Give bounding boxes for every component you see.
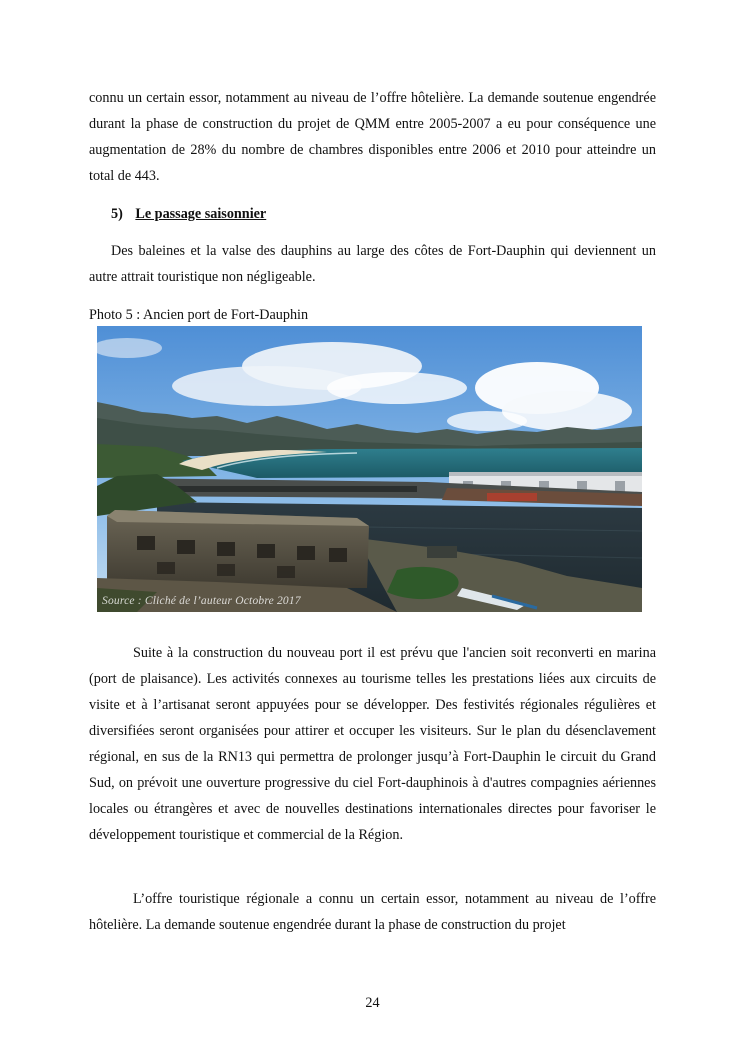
paragraph-tourism-offer: L’offre touristique régionale a connu un certain essor, notamment au niveau de l’offre hôtelière. La demande soutenue engendrée durant la phase de construction du projet: [89, 891, 656, 933]
port-photo-illustration: [97, 326, 642, 612]
paragraph-hotel-offer: connu un certain essor, notamment au niveau de l’offre hôtelière. La demande soutenue engendrée durant la phase de construction du projet de QMM entre 2005-2007 a eu pour conséquence une augmentation de 28% du nombre de chambres disponibles entre 2006 et 2010 pour atteindre un total de 443.: [89, 90, 656, 184]
page-number: 24: [365, 995, 380, 1011]
photo-caption: Photo 5 : Ancien port de Fort-Dauphin: [89, 307, 309, 323]
paragraph-whales: Des baleines et la valse des dauphins au large des côtes de Fort-Dauphin qui deviennent un autre attrait touristique non négligeable.: [89, 243, 656, 285]
paragraph-new-port: Suite à la construction du nouveau port il est prévu que l'ancien soit reconverti en marina (port de plaisance). Les activités connexes au tourisme telles les prestations liées aux circuits de visite et à l’artisanat seront appuyées pour se développer. Des festivités régionales régulières et diversifiées seront organisées pour attirer et occuper les visiteurs. Sur le plan du désenclavement régional, en sus de la RN13 qui permettra de prolonger jusqu’à Fort-Dauphin le circuit du Grand Sud, on prévoit une ouverture progressive du ciel Fort-dauphinois à d'autres compagnies aériennes locales ou étrangères et avec de nouvelles destinations internationales directes pour favoriser le développement touristique et commercial de la Région.: [89, 645, 656, 843]
section-title: Le passage saisonnier: [135, 206, 267, 222]
port-photo: [97, 326, 642, 612]
photo-source-credit: Source : Cliché de l’auteur Octobre 2017: [102, 595, 301, 607]
section-number: 5): [111, 206, 123, 222]
section-heading: [111, 202, 266, 226]
